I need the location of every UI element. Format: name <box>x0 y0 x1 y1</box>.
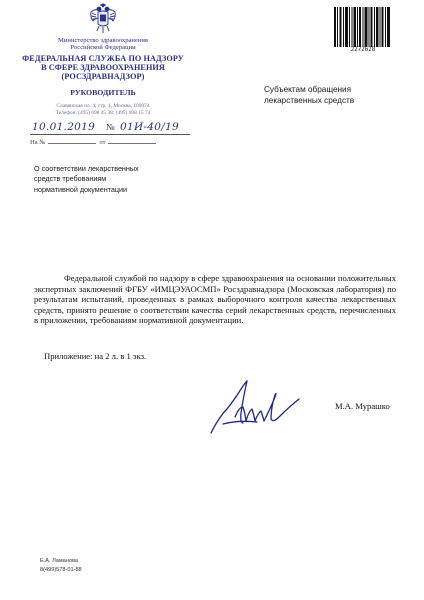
service-line-3: (РОСЗДРАВНАДЗОР) <box>61 72 145 82</box>
registration-date: 10.01.2019 <box>32 121 96 133</box>
reference-from-label: от <box>99 139 106 146</box>
subject-line-1: О соответствии лекарственных <box>34 164 139 173</box>
signer-name: М.А. Мурашко <box>335 401 390 411</box>
subject-block <box>34 164 164 195</box>
handwritten-signature <box>205 377 303 439</box>
number-sign: № <box>106 122 115 132</box>
service-name <box>20 54 186 82</box>
reference-row <box>30 137 159 146</box>
subject-line-3: нормативной документации <box>34 184 128 194</box>
letterhead-address <box>20 103 186 116</box>
registration-line <box>30 121 200 135</box>
reference-number-blank <box>48 137 96 144</box>
ministry-name <box>20 37 186 52</box>
executor-name: Е.А. Ламанова <box>40 558 79 564</box>
recipient-block <box>264 84 384 106</box>
coat-of-arms-icon <box>88 3 118 34</box>
barcode-number: 2272628 <box>350 47 376 53</box>
reference-prefix: На № <box>30 139 46 146</box>
recipient-line-1: Субъектам обращения <box>264 85 352 94</box>
recipient-line-2: лекарственных средств <box>264 96 355 106</box>
attachment-note: Приложение: на 2 л. в 1 экз. <box>44 351 147 361</box>
registration-underline <box>30 134 190 135</box>
address-line-1: Славянская пл. 4, стр. 1, Москва, 109074 <box>56 103 150 109</box>
letterhead-role: РУКОВОДИТЕЛЬ <box>70 88 136 97</box>
executor-info <box>40 557 82 574</box>
registration-number: 01И-40/19 <box>120 121 180 133</box>
address-line-2: Телефон: (495) 698 45 38; (495) 698 15 74 <box>55 109 151 116</box>
service-line-1: ФЕДЕРАЛЬНАЯ СЛУЖБА ПО НАДЗОРУ <box>22 54 184 63</box>
body-paragraph: Федеральной службой по надзору в сфере здравоохранения на основании положительных экспертных заключений ФГБУ «ИМЦЭУАОСМП» Росздравнадзора (Московская лаборатория) по результатам испытаний, проведенных в рамках выборочного контроля качества лекарственных средств, принято решение о соответствии качества серий лекарственных средств, перечисленных в приложении, требованиям нормативной документации. <box>34 273 396 326</box>
service-line-2: В СФЕРЕ ЗДРАВООХРАНЕНИЯ <box>41 63 165 73</box>
barcode-icon <box>334 7 390 47</box>
ministry-line-1: Министерство здравоохранения <box>58 37 148 44</box>
ministry-line-2: Российской Федерации <box>70 44 136 52</box>
subject-line-2: средств требованиям <box>34 174 107 184</box>
executor-phone: 8(499)578-01-88 <box>40 566 82 573</box>
reference-date-blank <box>108 137 156 144</box>
